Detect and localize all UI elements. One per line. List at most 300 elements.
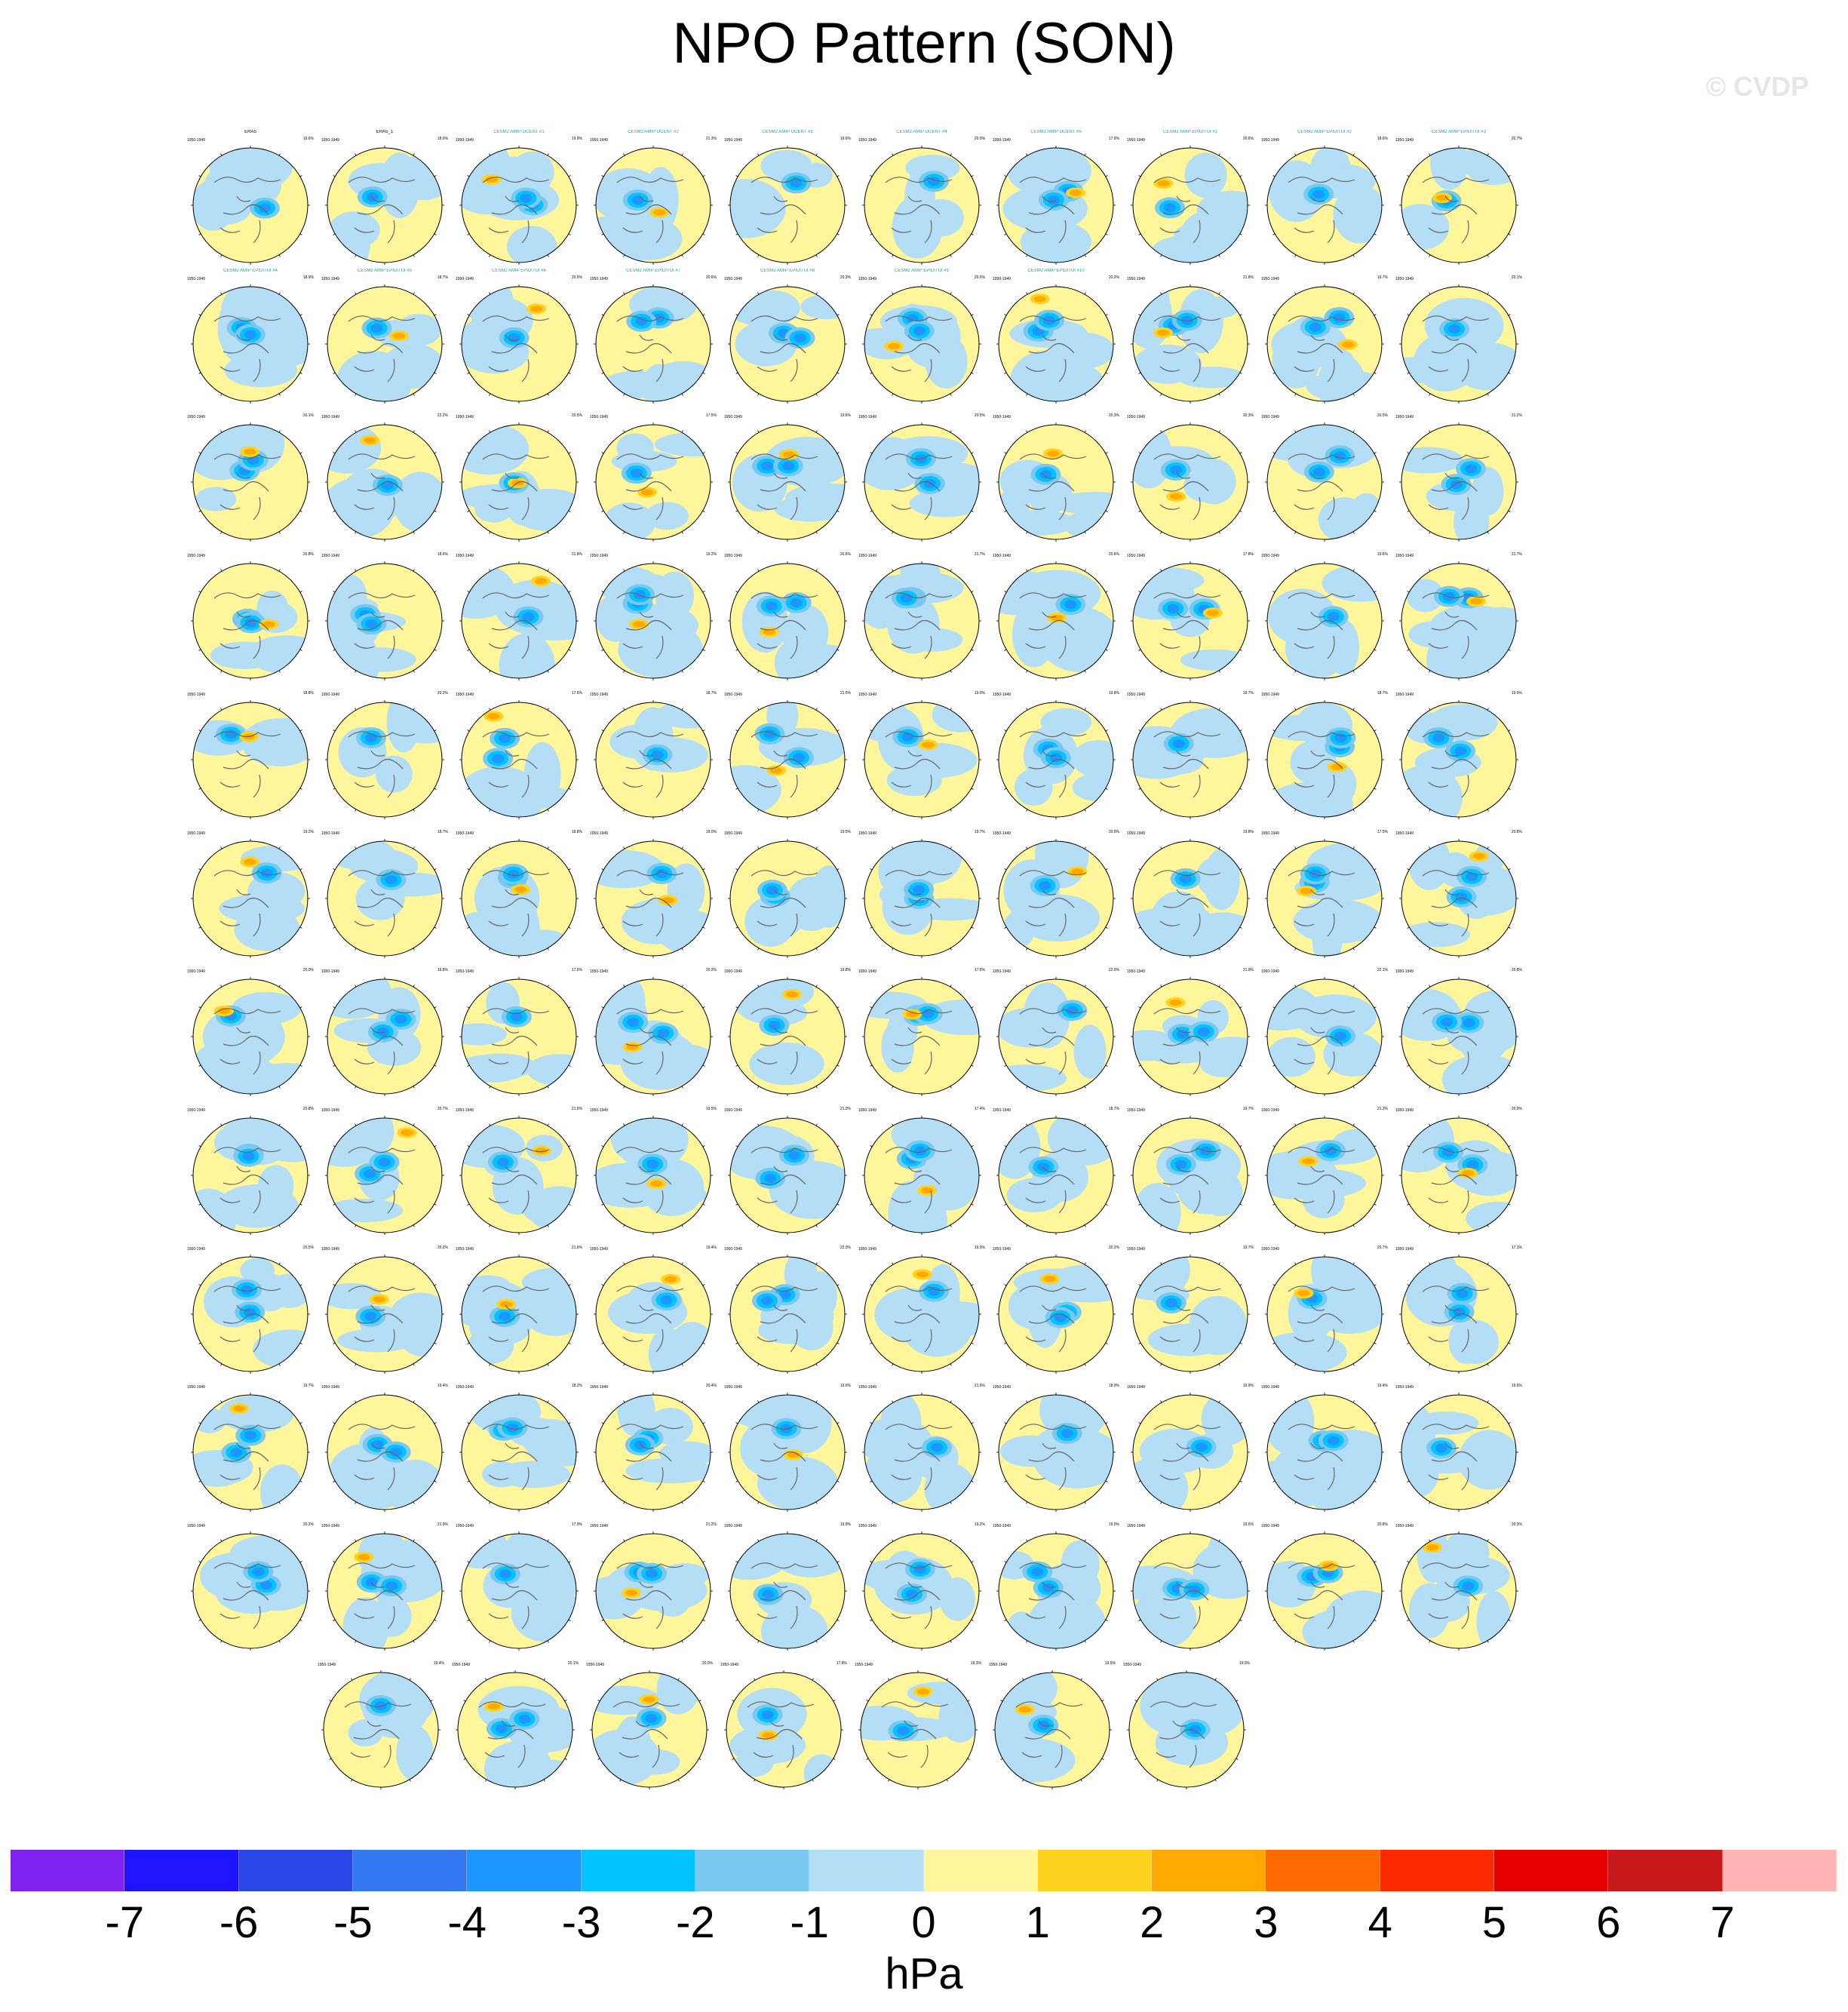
longitude-tick xyxy=(1487,708,1489,710)
longitude-tick xyxy=(950,671,952,673)
polar-map xyxy=(1258,130,1391,270)
anomaly-blob xyxy=(496,1461,571,1488)
longitude-tick xyxy=(1407,176,1410,177)
longitude-tick xyxy=(355,671,357,673)
map-panel xyxy=(587,269,720,409)
longitude-tick xyxy=(754,1678,756,1680)
longitude-tick xyxy=(300,511,302,512)
polar-map xyxy=(453,1377,585,1517)
panel-variance: 20.6% xyxy=(1108,552,1119,558)
panel-years: 1950-1949 xyxy=(724,1246,742,1252)
longitude-tick xyxy=(468,868,470,870)
negative-anomaly xyxy=(906,1590,918,1599)
longitude-tick xyxy=(1429,292,1431,294)
longitude-tick xyxy=(468,591,470,593)
negative-anomaly xyxy=(788,1150,800,1160)
positive-anomaly xyxy=(906,1012,918,1018)
map-panel xyxy=(990,545,1122,686)
panel-years: 1950-1949 xyxy=(993,554,1011,559)
longitude-tick xyxy=(1005,1007,1007,1009)
anomaly-blob xyxy=(1183,470,1228,502)
colorbar-box xyxy=(809,1850,923,1891)
polar-map xyxy=(184,1239,317,1379)
longitude-tick xyxy=(1353,1086,1355,1089)
polar-map xyxy=(184,1516,317,1656)
longitude-tick xyxy=(703,1620,705,1621)
map-panel xyxy=(855,269,988,409)
longitude-tick xyxy=(199,176,201,177)
panel-years: 1950-1949 xyxy=(1261,138,1279,143)
longitude-tick xyxy=(569,1343,571,1344)
panel-variance: 18.7% xyxy=(1108,1106,1119,1111)
longitude-tick xyxy=(199,1562,201,1563)
longitude-tick xyxy=(548,1540,549,1542)
panel-years: 1950-1949 xyxy=(1127,969,1145,975)
longitude-tick xyxy=(548,1086,549,1089)
longitude-tick xyxy=(758,1123,760,1126)
longitude-tick xyxy=(892,154,894,156)
map-panel xyxy=(1258,269,1391,409)
map-panel xyxy=(453,407,585,547)
longitude-tick xyxy=(703,453,705,454)
longitude-tick xyxy=(1085,671,1086,673)
map-panel xyxy=(449,1654,582,1795)
longitude-tick xyxy=(548,671,549,673)
panel-years: 1950-1949 xyxy=(590,1107,608,1113)
panel-years: 1950-1949 xyxy=(590,1524,608,1528)
longitude-tick xyxy=(1219,1540,1220,1542)
longitude-tick xyxy=(892,1086,894,1089)
polar-map xyxy=(721,961,854,1101)
longitude-tick xyxy=(221,431,223,433)
positive-anomaly xyxy=(373,1296,385,1302)
longitude-tick xyxy=(413,1401,415,1403)
longitude-tick xyxy=(1005,650,1007,651)
longitude-tick xyxy=(333,591,336,593)
polar-map xyxy=(1258,1100,1391,1240)
longitude-tick xyxy=(889,1678,890,1680)
negative-anomaly xyxy=(761,1296,773,1305)
panel-years: 1950-1949 xyxy=(321,1385,339,1390)
negative-anomaly xyxy=(1328,613,1340,622)
longitude-tick xyxy=(1005,1343,1007,1344)
longitude-tick xyxy=(1273,868,1275,870)
longitude-tick xyxy=(434,1007,437,1009)
longitude-tick xyxy=(434,927,437,929)
negative-anomaly xyxy=(898,1726,910,1735)
positive-anomaly xyxy=(1044,1276,1056,1282)
negative-anomaly xyxy=(518,1714,530,1723)
longitude-tick xyxy=(889,1780,890,1782)
longitude-tick xyxy=(413,1123,415,1126)
longitude-tick xyxy=(1240,176,1242,177)
longitude-tick xyxy=(1295,292,1297,294)
longitude-tick xyxy=(221,1086,223,1089)
map-panel xyxy=(1392,684,1525,825)
map-panel xyxy=(1258,545,1391,686)
negative-anomaly xyxy=(366,1577,378,1587)
longitude-tick xyxy=(333,314,336,315)
panel-years: 1950-1949 xyxy=(858,969,876,975)
panel-variance: 17.5% xyxy=(1377,829,1388,834)
longitude-tick xyxy=(1429,394,1431,396)
longitude-tick xyxy=(602,730,604,731)
longitude-tick xyxy=(1240,730,1242,731)
longitude-tick xyxy=(1273,730,1275,731)
longitude-tick xyxy=(490,1540,491,1542)
longitude-tick xyxy=(1139,511,1141,512)
positive-anomaly xyxy=(1300,888,1312,894)
panel-years: 1950-1949 xyxy=(858,415,876,420)
longitude-tick xyxy=(870,1423,873,1424)
negative-anomaly xyxy=(230,1448,242,1458)
longitude-tick xyxy=(1295,532,1297,534)
longitude-tick xyxy=(624,1641,625,1643)
panel-years: 1950-1949 xyxy=(187,415,205,420)
panel-years: 1950-1949 xyxy=(187,692,205,697)
longitude-tick xyxy=(490,708,491,710)
longitude-tick xyxy=(699,1700,701,1701)
map-panel xyxy=(587,961,720,1101)
longitude-tick xyxy=(1509,453,1511,454)
map-panel xyxy=(318,961,451,1101)
longitude-tick xyxy=(1407,788,1410,790)
longitude-tick xyxy=(758,1363,760,1365)
anomaly-blob xyxy=(1333,185,1387,244)
map-panel xyxy=(318,1239,451,1379)
negative-anomaly xyxy=(1173,739,1185,748)
longitude-tick xyxy=(1161,394,1162,396)
longitude-tick xyxy=(682,809,683,812)
map-panel xyxy=(453,545,585,686)
longitude-tick xyxy=(279,708,281,710)
longitude-tick xyxy=(199,788,201,790)
negative-anomaly xyxy=(1441,1018,1453,1027)
longitude-tick xyxy=(758,1262,760,1264)
longitude-tick xyxy=(300,927,302,929)
longitude-tick xyxy=(333,453,336,454)
panel-title: CESM2 AMIP EPIDITUI #5 xyxy=(358,268,412,273)
longitude-tick xyxy=(598,1759,600,1760)
longitude-tick xyxy=(972,927,974,929)
longitude-tick xyxy=(333,1145,336,1147)
longitude-tick xyxy=(758,809,760,812)
longitude-tick xyxy=(221,948,223,950)
longitude-tick xyxy=(413,985,415,988)
map-panel xyxy=(453,269,585,409)
panel-variance: 19.2% xyxy=(302,829,314,834)
longitude-tick xyxy=(1509,511,1511,512)
map-panel xyxy=(1124,130,1257,270)
longitude-tick xyxy=(1487,154,1489,156)
panel-years: 1950-1949 xyxy=(1127,1385,1145,1390)
panel-variance: 20.7% xyxy=(1511,137,1522,141)
longitude-tick xyxy=(1487,1123,1489,1126)
panel-years: 1950-1949 xyxy=(1127,1524,1145,1528)
longitude-tick xyxy=(1106,591,1108,593)
anomaly-blob xyxy=(268,1273,311,1307)
longitude-tick xyxy=(330,1759,332,1760)
longitude-tick xyxy=(333,234,336,235)
map-panel xyxy=(1124,407,1257,547)
longitude-tick xyxy=(1374,650,1377,651)
longitude-tick xyxy=(816,292,818,294)
panel-variance: 19.0% xyxy=(1108,1522,1119,1527)
longitude-tick xyxy=(1374,868,1377,870)
positive-anomaly xyxy=(1019,1706,1031,1713)
positive-anomaly xyxy=(1047,451,1059,457)
map-panel xyxy=(453,1516,585,1656)
longitude-tick xyxy=(736,453,738,454)
map-panel xyxy=(184,269,317,409)
longitude-tick xyxy=(1407,1620,1410,1621)
panel-years: 1950-1949 xyxy=(456,1524,474,1528)
panel-years: 1950-1949 xyxy=(1261,1246,1279,1252)
colorbar-box xyxy=(1152,1850,1266,1891)
map-panel xyxy=(855,1516,988,1656)
anomaly-blob xyxy=(1177,367,1246,388)
longitude-tick xyxy=(602,1620,604,1621)
polar-map xyxy=(1258,684,1391,825)
longitude-tick xyxy=(1001,1759,1003,1760)
longitude-tick xyxy=(972,234,974,235)
map-panel xyxy=(184,823,317,963)
longitude-tick xyxy=(1139,730,1141,731)
longitude-tick xyxy=(300,453,302,454)
longitude-tick xyxy=(1106,511,1108,512)
polar-map xyxy=(1392,684,1525,825)
longitude-tick xyxy=(1509,650,1511,651)
polar-map xyxy=(1392,545,1525,686)
map-panel xyxy=(318,269,451,409)
positive-anomaly xyxy=(1070,190,1082,196)
polar-map xyxy=(318,269,451,409)
longitude-tick xyxy=(1487,292,1489,294)
longitude-tick xyxy=(678,1780,680,1782)
longitude-tick xyxy=(221,1540,223,1542)
longitude-tick xyxy=(1487,948,1489,950)
polar-map xyxy=(855,1100,988,1240)
panel-years: 1950-1949 xyxy=(1395,554,1414,559)
longitude-tick xyxy=(1161,255,1162,257)
longitude-tick xyxy=(758,948,760,950)
longitude-tick xyxy=(1240,1204,1242,1206)
longitude-tick xyxy=(1353,948,1355,950)
longitude-tick xyxy=(468,1145,470,1147)
longitude-tick xyxy=(602,1343,604,1344)
longitude-tick xyxy=(221,1641,223,1643)
negative-anomaly xyxy=(632,195,644,204)
longitude-tick xyxy=(199,1284,201,1286)
panel-variance: 18.8% xyxy=(571,829,582,834)
map-panel xyxy=(1392,1516,1525,1656)
longitude-tick xyxy=(569,1562,571,1563)
longitude-tick xyxy=(413,570,415,572)
longitude-tick xyxy=(1429,532,1431,534)
longitude-tick xyxy=(1157,1780,1159,1782)
longitude-tick xyxy=(682,708,683,710)
longitude-tick xyxy=(413,532,415,534)
polar-map xyxy=(453,407,585,547)
longitude-tick xyxy=(950,1225,952,1227)
longitude-tick xyxy=(892,1401,894,1403)
longitude-tick xyxy=(548,708,549,710)
longitude-tick xyxy=(1106,788,1108,790)
longitude-tick xyxy=(1374,1562,1377,1563)
longitude-tick xyxy=(812,1678,814,1680)
panel-years: 1950-1949 xyxy=(1395,969,1414,975)
longitude-tick xyxy=(972,1481,974,1482)
longitude-tick xyxy=(602,176,604,177)
panel-years: 1950-1949 xyxy=(456,831,474,836)
map-panel xyxy=(453,130,585,270)
panel-years: 1950-1949 xyxy=(993,969,1011,975)
longitude-tick xyxy=(816,1502,818,1504)
longitude-tick xyxy=(1353,154,1355,156)
polar-map xyxy=(1124,545,1257,686)
panel-years: 1950-1949 xyxy=(724,692,742,697)
polar-map xyxy=(990,1377,1122,1517)
longitude-tick xyxy=(468,453,470,454)
anomaly-blob xyxy=(1263,1389,1314,1454)
map-panel xyxy=(1258,961,1391,1101)
anomaly-blob xyxy=(1318,498,1370,542)
longitude-tick xyxy=(1027,1225,1028,1227)
longitude-tick xyxy=(837,373,840,374)
panel-years: 1950-1949 xyxy=(1127,554,1145,559)
longitude-tick xyxy=(1240,1481,1242,1482)
longitude-tick xyxy=(1106,927,1108,929)
anomaly-blob xyxy=(1392,204,1449,250)
longitude-tick xyxy=(624,708,625,710)
longitude-tick xyxy=(758,1502,760,1504)
longitude-tick xyxy=(950,985,952,988)
negative-anomaly xyxy=(259,204,271,213)
longitude-tick xyxy=(816,532,818,534)
panel-years: 1950-1949 xyxy=(858,1107,876,1113)
panel-variance: 18.7% xyxy=(437,275,448,280)
positive-anomaly xyxy=(530,306,542,312)
longitude-tick xyxy=(703,373,705,374)
panel-years: 1950-1949 xyxy=(1395,1107,1414,1113)
longitude-tick xyxy=(300,1007,302,1009)
longitude-tick xyxy=(1240,650,1242,651)
longitude-tick xyxy=(699,1759,701,1760)
longitude-tick xyxy=(837,788,840,790)
longitude-tick xyxy=(870,1065,873,1067)
longitude-tick xyxy=(892,1641,894,1643)
panel-years: 1950-1949 xyxy=(720,1662,738,1667)
anomaly-blob xyxy=(1000,511,1076,536)
longitude-tick xyxy=(624,1540,625,1542)
longitude-tick xyxy=(1240,1343,1242,1344)
longitude-tick xyxy=(355,985,357,988)
longitude-tick xyxy=(199,511,201,512)
longitude-tick xyxy=(1240,788,1242,790)
panel-variance: 20.8% xyxy=(1511,829,1522,834)
longitude-tick xyxy=(1085,1540,1086,1542)
anomaly-blob xyxy=(1302,1609,1380,1654)
panel-years: 1950-1949 xyxy=(456,138,474,143)
panel-years: 1950-1949 xyxy=(858,138,876,143)
longitude-tick xyxy=(892,394,894,396)
longitude-tick xyxy=(758,431,760,433)
longitude-tick xyxy=(1407,1423,1410,1424)
longitude-tick xyxy=(434,1423,437,1424)
longitude-tick xyxy=(624,809,625,812)
longitude-tick xyxy=(548,948,549,950)
longitude-tick xyxy=(434,1343,437,1344)
map-panel xyxy=(1124,1377,1257,1517)
longitude-tick xyxy=(434,1620,437,1621)
longitude-tick xyxy=(950,809,952,812)
longitude-tick xyxy=(1353,255,1355,257)
polar-map xyxy=(184,1377,317,1517)
longitude-tick xyxy=(950,154,952,156)
anomaly-blob xyxy=(1007,1178,1063,1212)
longitude-tick xyxy=(221,1123,223,1126)
panel-years: 1950-1949 xyxy=(187,1524,205,1528)
anomaly-blob xyxy=(749,1043,824,1085)
anomaly-blob xyxy=(1306,370,1390,402)
longitude-tick xyxy=(1240,1423,1242,1424)
panel-years: 1950-1949 xyxy=(993,415,1011,420)
negative-anomaly xyxy=(499,1312,511,1321)
positive-anomaly xyxy=(916,1271,929,1277)
longitude-tick xyxy=(1487,1363,1489,1365)
longitude-tick xyxy=(199,868,201,870)
longitude-tick xyxy=(199,591,201,593)
panel-variance: 19.4% xyxy=(1377,1384,1388,1389)
panel-variance: 20.3% xyxy=(1511,1522,1522,1527)
longitude-tick xyxy=(1102,1700,1104,1701)
longitude-tick xyxy=(548,154,549,156)
longitude-tick xyxy=(1273,1204,1275,1206)
negative-anomaly xyxy=(1170,465,1182,475)
map-panel xyxy=(453,1239,585,1379)
longitude-tick xyxy=(279,1641,281,1643)
longitude-tick xyxy=(837,176,840,177)
polar-map xyxy=(184,269,317,409)
positive-anomaly xyxy=(1170,1000,1182,1006)
longitude-tick xyxy=(410,1780,411,1782)
longitude-tick xyxy=(758,846,760,849)
longitude-tick xyxy=(548,1262,549,1264)
longitude-tick xyxy=(816,948,818,950)
longitude-tick xyxy=(837,591,840,593)
panel-years: 1950-1949 xyxy=(590,1246,608,1252)
longitude-tick xyxy=(703,314,705,315)
panel-years: 1950-1949 xyxy=(1261,831,1279,836)
longitude-tick xyxy=(1027,570,1028,572)
colorbar-tick-label: -1 xyxy=(790,1898,829,1947)
longitude-tick xyxy=(682,1225,683,1227)
longitude-tick xyxy=(1374,1007,1377,1009)
longitude-tick xyxy=(1085,431,1086,433)
longitude-tick xyxy=(624,1363,625,1365)
longitude-tick xyxy=(548,1502,549,1504)
anomaly-blob xyxy=(1134,1183,1181,1240)
panel-variance: 19.4% xyxy=(437,1384,448,1389)
longitude-tick xyxy=(1240,927,1242,929)
longitude-tick xyxy=(736,1065,738,1067)
map-panel xyxy=(990,823,1122,963)
colorbar-tick-label: 1 xyxy=(1025,1898,1050,1947)
panel-years: 1950-1949 xyxy=(724,554,742,559)
panel-variance: 19.7% xyxy=(1242,1106,1254,1111)
negative-anomaly xyxy=(782,462,794,471)
colorbar-tick-label: -3 xyxy=(561,1898,601,1947)
